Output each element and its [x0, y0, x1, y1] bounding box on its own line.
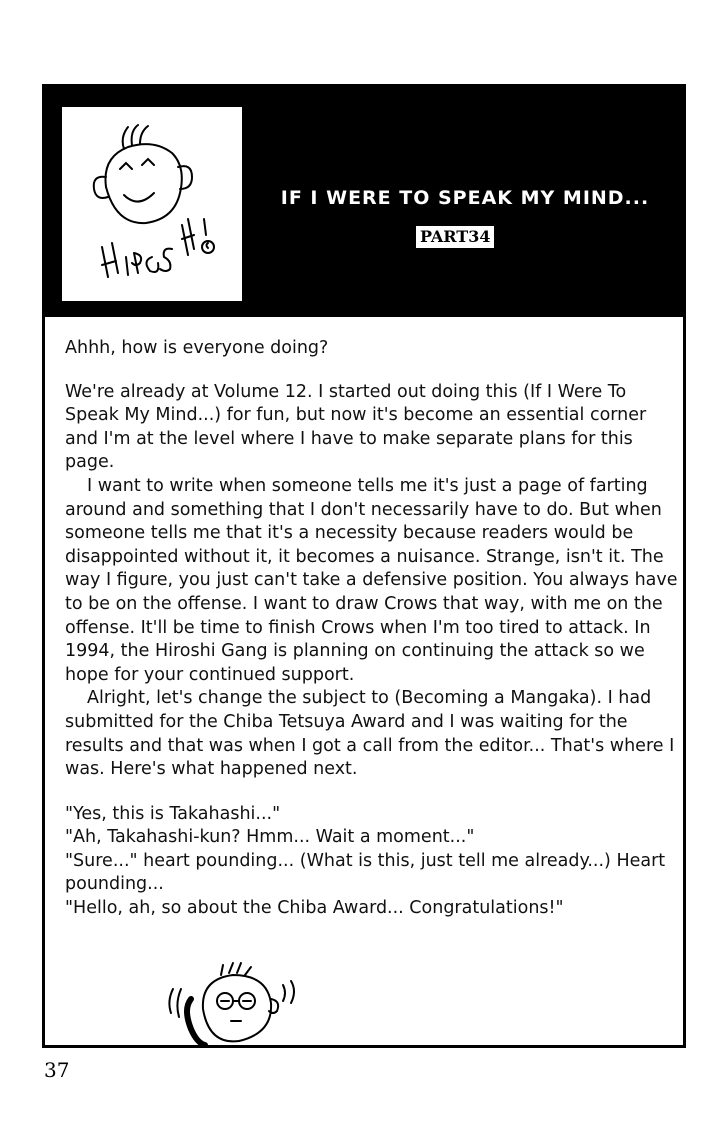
phone-call-doodle [163, 959, 303, 1055]
page-frame [42, 84, 686, 1048]
page-number: 37 [44, 1058, 70, 1082]
paragraph-2: I want to write when someone tells me it's just a page of farting around and something that I don't necessarily have to do. But when someone tells me that it's a necessity because readers would be disappointed without it, it becomes a nuisance. Strange, isn't it. The way I figure, you just can't take a defensive position. You always have to be on the offense. I want to draw Crows that way, with me on the offense. It'll be time to finish Crows when I'm too tired to attack. In 1994, the Hiroshi Gang is planning on continuing the attack so we hope for your continued support. [65, 475, 678, 685]
greeting: Ahhh, how is everyone doing? [65, 338, 329, 358]
author-portrait-drawing [62, 107, 242, 301]
dialogue-line: "Sure..." heart pounding... (What is this, just tell me already...) Heart pounding... [65, 850, 666, 895]
dialogue-line: "Yes, this is Takahashi..." [65, 803, 281, 824]
header-band [45, 87, 683, 317]
phone-call-drawing [163, 959, 303, 1055]
column-body [65, 337, 683, 921]
part-label: PART34 [416, 226, 494, 248]
paragraph-3: Alright, let's change the subject to (Becoming a Mangaka). I had submitted for the Chiba Tetsuya Award and I was waiting for the results and that was when I got a call from the editor... That's where I was. Here's what happened next. [65, 688, 675, 780]
column-title: IF I WERE TO SPEAK MY MIND... [280, 187, 650, 209]
paragraph-1: We're already at Volume 12. I started out doing this (If I Were To Speak My Mind...) for fun, but now it's become an essential corner and I'm at the level where I have to make separate plans for this page. [65, 381, 647, 473]
dialogue-line: "Ah, Takahashi-kun? Hmm... Wait a moment..." [65, 827, 475, 848]
dialogue-line: "Hello, ah, so about the Chiba Award... Congratulations!" [65, 898, 564, 919]
author-portrait [62, 107, 242, 301]
